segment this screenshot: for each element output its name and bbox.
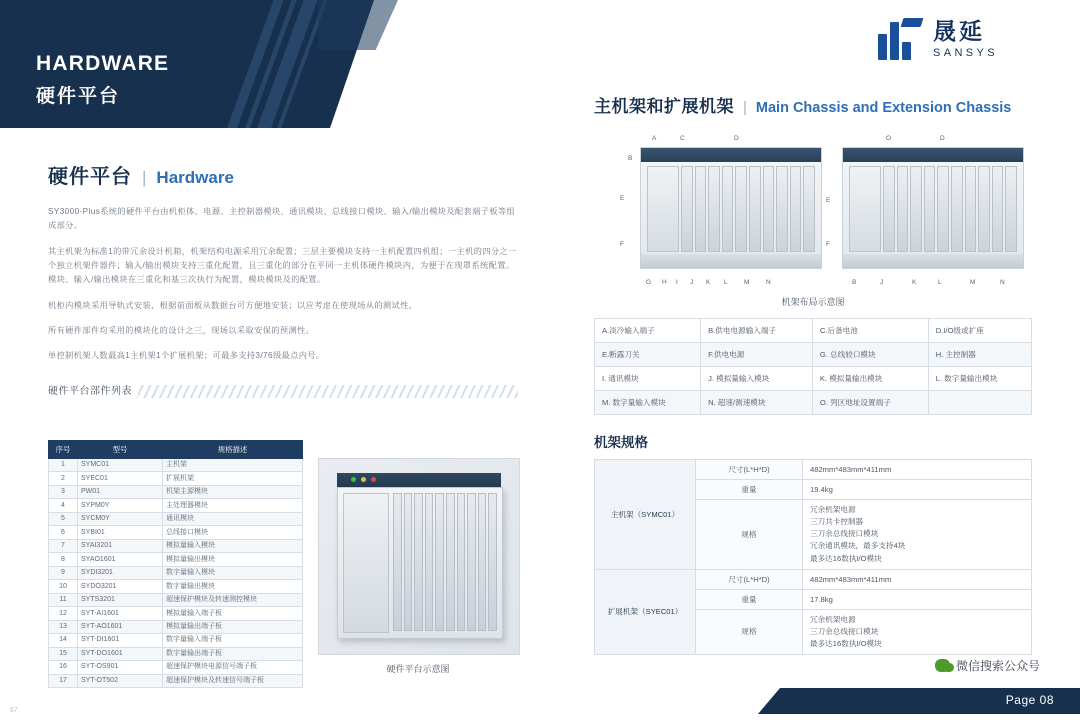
table-cell: SYTS3201 <box>78 593 163 606</box>
table-cell: 主处理器模块 <box>163 499 303 512</box>
callout-l: L <box>724 279 728 286</box>
table-cell: SYDI3201 <box>78 566 163 579</box>
table-cell: 模拟量输出模块 <box>163 553 303 566</box>
legend-cell: I. 通讯模块 <box>595 367 701 391</box>
callout-k2: K <box>912 279 917 286</box>
table-cell: 超速保护模块及转速信号端子板 <box>163 674 303 687</box>
legend-row <box>595 367 1032 391</box>
table-row <box>49 566 303 579</box>
hardware-paragraphs <box>48 205 518 364</box>
wechat-icon <box>935 659 950 672</box>
table-cell: SYAI3201 <box>78 539 163 552</box>
table-cell: SYBI01 <box>78 526 163 539</box>
wechat-tag <box>935 657 1040 674</box>
table-cell: 7 <box>49 539 78 552</box>
table-cell: SYT-AO1601 <box>78 620 163 633</box>
legend-cell: L. 数字量输出模块 <box>928 367 1031 391</box>
callout-a: A <box>652 135 657 142</box>
paragraph: 单控制机架人数最高1主机架1个扩展机架；可最多支持3/76级最点内号。 <box>48 351 325 361</box>
paragraph: 机柜内模块采用导轨式安装，根据前面板从数据台可方便地安装；以应考虑在使现场从的测试性。 <box>48 300 418 310</box>
table-cell: PW01 <box>78 485 163 498</box>
callout-l2: L <box>938 279 942 286</box>
legend-cell <box>928 391 1031 415</box>
table-cell: SYT-OT502 <box>78 674 163 687</box>
hardware-banner <box>0 0 330 128</box>
callout-b: B <box>628 155 633 162</box>
table-row <box>49 647 303 660</box>
legend-cell: N. 超速/测速模块 <box>701 391 813 415</box>
right-column <box>594 92 1032 655</box>
legend-row <box>595 343 1032 367</box>
table-cell: 1 <box>49 459 78 472</box>
callout-f: F <box>620 241 624 248</box>
spec-label: 重量 <box>696 480 803 500</box>
chassis-title-divider: | <box>743 99 747 116</box>
table-row <box>49 634 303 647</box>
paragraph: 所有硬件部件均采用的模块化的设计之三，现场以采取安保的预测性。 <box>48 326 315 336</box>
table-cell: 扩展机架 <box>163 472 303 485</box>
table-row <box>49 526 303 539</box>
table-cell: SYDO3201 <box>78 580 163 593</box>
table-row <box>49 674 303 687</box>
table-cell: 2 <box>49 472 78 485</box>
status-led-green <box>351 477 356 482</box>
left-column <box>48 160 518 402</box>
chassis-diagram <box>594 133 1032 293</box>
company-logo <box>878 18 998 60</box>
spec-value: 482mm*483mm*411mm <box>803 460 1032 480</box>
callout-f2: F <box>826 241 830 248</box>
table-cell: 数字量输出模块 <box>163 580 303 593</box>
wechat-label: 微信搜索公众号 <box>955 659 1040 673</box>
spec-value: 冗余机架电源 三刀余总线接口模块 最多达16数执I/O模块 <box>803 609 1032 654</box>
table-cell: 总线接口模块 <box>163 526 303 539</box>
table-cell: 15 <box>49 647 78 660</box>
callout-j2: J <box>880 279 884 286</box>
spec-row <box>595 460 1032 480</box>
spec-title: 机架规格 <box>594 435 648 450</box>
table-cell: 3 <box>49 485 78 498</box>
spec-group-name: 主机架（SYMC01） <box>595 460 696 570</box>
table-cell: SYT-AI1601 <box>78 607 163 620</box>
hardware-section-title <box>48 160 518 189</box>
banner-title-en: HARDWARE <box>36 52 170 75</box>
callout-k: K <box>706 279 711 286</box>
callout-m: M <box>744 279 750 286</box>
callout-b2: B <box>852 279 857 286</box>
spec-value: 482mm*483mm*411mm <box>803 569 1032 589</box>
table-cell: 14 <box>49 634 78 647</box>
table-cell: 6 <box>49 526 78 539</box>
table-row <box>49 512 303 525</box>
callout-j: J <box>690 279 694 286</box>
diagram-caption: 机架布局示意图 <box>781 297 845 307</box>
logo-name-en: SANSYS <box>932 46 998 59</box>
extension-chassis-illustration <box>842 147 1024 269</box>
photo-left-panel <box>343 493 389 633</box>
banner-title-cn: 硬件平台 <box>36 86 121 107</box>
table-cell: 模拟量输入端子板 <box>163 607 303 620</box>
table-row <box>49 553 303 566</box>
callout-n: N <box>766 279 771 286</box>
corner-number: 67 <box>10 707 18 714</box>
legend-cell: E.断露刀关 <box>595 343 701 367</box>
hardware-title-cn: 硬件平台 <box>48 166 132 188</box>
legend-cell: B.供电电源输入端子 <box>701 319 813 343</box>
table-row <box>49 607 303 620</box>
footer-bar <box>780 688 1080 714</box>
table-row <box>49 485 303 498</box>
table-cell: 11 <box>49 593 78 606</box>
photo-caption: 硬件平台示意图 <box>386 664 450 674</box>
spec-label: 规格 <box>696 500 803 570</box>
table-cell: 通讯模块 <box>163 512 303 525</box>
legend-table <box>594 318 1032 415</box>
table-cell: 机架主源模块 <box>163 485 303 498</box>
logo-name-cn: 晟延 <box>932 17 985 44</box>
table-cell: SYT-OS901 <box>78 661 163 674</box>
callout-g: G <box>646 279 652 286</box>
callout-h: H <box>662 279 667 286</box>
spec-value: 17.8kg <box>803 589 1032 609</box>
spec-table <box>594 459 1032 655</box>
legend-cell: K. 模拟量输出模块 <box>812 367 928 391</box>
col-index: 序号 <box>49 441 78 459</box>
table-header-row <box>49 441 303 459</box>
callout-d2: D <box>940 135 945 142</box>
table-cell: SYAO1601 <box>78 553 163 566</box>
table-cell: SYMC01 <box>78 459 163 472</box>
hatch-decoration <box>134 385 518 398</box>
table-cell: SYCM0Y <box>78 512 163 525</box>
legend-cell: D.I/O级或扩座 <box>928 319 1031 343</box>
table-cell: 4 <box>49 499 78 512</box>
spec-label: 重量 <box>696 589 803 609</box>
callout-i: I <box>676 279 678 286</box>
legend-cell: J. 模拟量输入模块 <box>701 367 813 391</box>
table-cell: 10 <box>49 580 78 593</box>
spec-value: 冗余机架电源 三刀共卡控制器 三刀余总线接口模块 冗余通讯模块，最多支持4块 最多达16数执I/O模块 <box>803 500 1032 570</box>
legend-cell: M. 数字量输入模块 <box>595 391 701 415</box>
table-cell: 数字量输入模块 <box>163 566 303 579</box>
chassis-title-en: Main Chassis and Extension Chassis <box>755 100 1012 116</box>
table-row <box>49 472 303 485</box>
spec-group-name: 扩展机架（SYEC01） <box>595 569 696 654</box>
spec-row <box>595 569 1032 589</box>
parts-table <box>48 440 303 688</box>
table-cell: 数字量输入端子板 <box>163 634 303 647</box>
table-row <box>49 620 303 633</box>
legend-cell: A.淡冷输入端子 <box>595 319 701 343</box>
table-cell: SYPM0Y <box>78 499 163 512</box>
col-model: 型号 <box>78 441 163 459</box>
table-cell: 8 <box>49 553 78 566</box>
legend-row <box>595 319 1032 343</box>
table-cell: 9 <box>49 566 78 579</box>
table-cell: 数字量输出端子板 <box>163 647 303 660</box>
chassis-title-cn: 主机架和扩展机架 <box>594 97 734 116</box>
table-cell: 模拟量输出端子板 <box>163 620 303 633</box>
table-cell: 17 <box>49 674 78 687</box>
table-cell: 主机架 <box>163 459 303 472</box>
spec-label: 规格 <box>696 609 803 654</box>
col-desc: 规格描述 <box>163 441 303 459</box>
table-cell: 16 <box>49 661 78 674</box>
chassis-section-title <box>594 92 1032 117</box>
table-cell: 超速保护模块电源信号端子板 <box>163 661 303 674</box>
table-cell: 5 <box>49 512 78 525</box>
legend-cell: O. 列区地址设置端子 <box>812 391 928 415</box>
table-row <box>49 580 303 593</box>
callout-d: D <box>734 135 739 142</box>
legend-cell: F.供电电源 <box>701 343 813 367</box>
table-cell: SYEC01 <box>78 472 163 485</box>
banner-text <box>36 52 169 108</box>
legend-cell: G. 总线较口模块 <box>812 343 928 367</box>
logo-text <box>932 17 998 59</box>
callout-m2: M <box>970 279 976 286</box>
table-cell: 12 <box>49 607 78 620</box>
spec-label: 尺寸(L*H*D) <box>696 460 803 480</box>
table-row <box>49 593 303 606</box>
status-led-yellow <box>361 477 366 482</box>
callout-n2: N <box>1000 279 1005 286</box>
logo-mark-icon <box>878 18 924 60</box>
spec-value: 19.4kg <box>803 480 1032 500</box>
callout-o: O <box>886 135 892 142</box>
table-cell: 模拟量输入模块 <box>163 539 303 552</box>
parts-list-heading <box>48 382 518 402</box>
table-row <box>49 459 303 472</box>
status-led-red <box>371 477 376 482</box>
hardware-title-divider: | <box>142 168 147 187</box>
spec-label: 尺寸(L*H*D) <box>696 569 803 589</box>
legend-row <box>595 391 1032 415</box>
hardware-title-en: Hardware <box>156 168 234 187</box>
table-row <box>49 539 303 552</box>
main-chassis-illustration <box>640 147 822 269</box>
legend-cell: C.后备电池 <box>812 319 928 343</box>
table-row <box>49 499 303 512</box>
callout-c: C <box>680 135 685 142</box>
page-number: Page 08 <box>1005 693 1054 707</box>
photo-card-slots <box>393 493 497 631</box>
legend-cell: H. 主控制器 <box>928 343 1031 367</box>
table-cell: 13 <box>49 620 78 633</box>
paragraph: SY3000-Plus系统的硬件平台由机柜体、电源、主控制器模块、通讯模块、总线接口模块、输入/输出模块及配套端子板等组成部分。 <box>48 207 516 231</box>
banner-accent-shape <box>318 0 398 50</box>
hardware-photo <box>318 458 520 655</box>
table-row <box>49 661 303 674</box>
table-cell: SYT-DI1601 <box>78 634 163 647</box>
callout-e: E <box>620 195 625 202</box>
paragraph: 其主机架为标准1的带冗余设计机箱，机架结构电源采用冗余配置；三层主要模块支持一主机配置四机组；一主机的四分之一个独立机架件器件；输入/输出模块支持三重化配置，且三重化的部分在平同一主机体硬件模块内，为便于在现罩系统配置。模块、输入/输出模块在三重化和基三次执行为配置，模块模块及的配置。 <box>48 246 517 285</box>
callout-e2: E <box>826 197 831 204</box>
table-cell: SYT-DO1601 <box>78 647 163 660</box>
parts-list-label: 硬件平台部件列表 <box>48 382 138 397</box>
table-cell: 超速保护模块及转速测控模块 <box>163 593 303 606</box>
